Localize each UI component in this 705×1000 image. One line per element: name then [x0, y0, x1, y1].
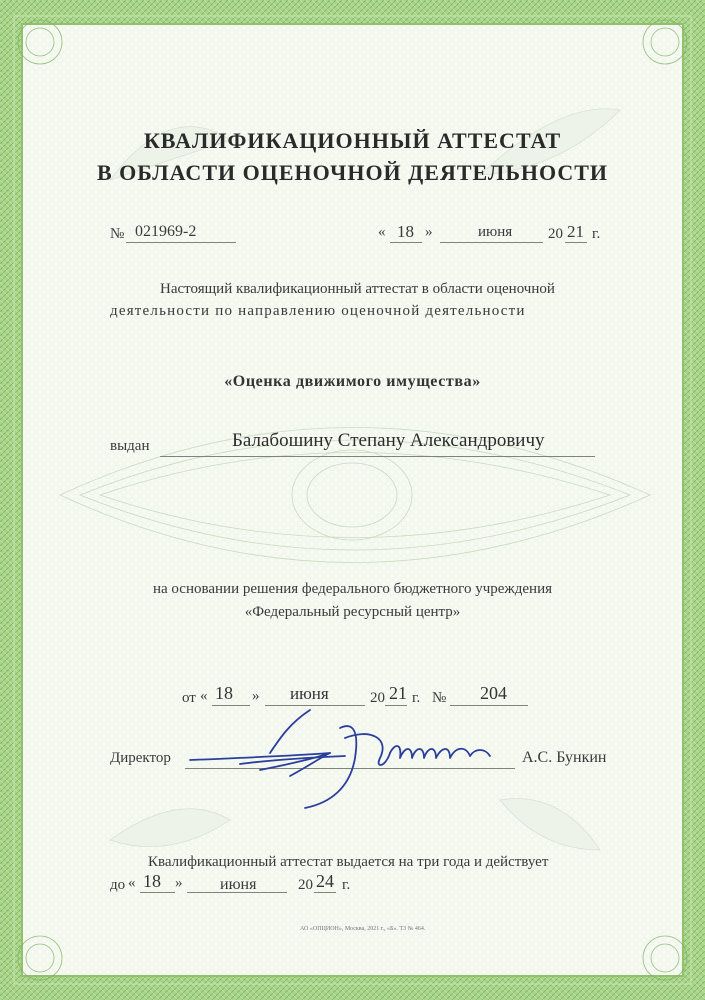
decision-year: 21	[389, 683, 407, 703]
issue-day: 18	[397, 222, 414, 241]
decision-number: 204	[480, 683, 507, 703]
issued-label: выдан	[110, 438, 150, 454]
document-title-line-1: КВАЛИФИКАЦИОННЫЙ АТТЕСТАТ	[143, 128, 562, 153]
number-sign: №	[110, 226, 125, 242]
validity-month: июня	[220, 876, 257, 893]
issue-year: 21	[567, 222, 584, 241]
certificate-number: 021969-2	[135, 223, 197, 240]
assessment-direction: «Оценка движимого имущества»	[224, 373, 481, 390]
decision-day: 18	[215, 683, 233, 703]
signatory-name: А.С. Бункин	[522, 749, 607, 766]
certificate-page: КВАЛИФИКАЦИОННЫЙ АТТЕСТАТ В ОБЛАСТИ ОЦЕНОЧНОЙ ДЕЯТЕЛЬНОСТИ № 021969-2 « 18 » июня 20 21 г. Настоящий квалификационный аттестат в области оценочной деятельности по направлению оценочной деятельности «Оценка движимого имущества» выдан Балабошину Степану Александровичу на основании решения федерального бюджетного учреждения «Федеральный ресурсный центр» от « 18 » июня 20 21 г. № 204 Директор А.С. Бункин Квалификационный аттестат выдается на три года и действует до « 18 » июня 20 24 г. АО «ОПЦИОН», Москва, 2021 г., «Б». Т3 № 464.	[0, 0, 705, 1000]
printer-note: АО «ОПЦИОН», Москва, 2021 г., «Б». Т3 № 464.	[300, 926, 426, 932]
holder-name: Балабошину Степану Александровичу	[232, 430, 545, 451]
basis-line-2: «Федеральный ресурсный центр»	[244, 604, 461, 620]
validity-day: 18	[143, 871, 161, 891]
issue-month: июня	[478, 224, 513, 240]
intro-line-2: деятельности по направлению оценочной деятельности	[110, 303, 526, 319]
decision-month: июня	[290, 684, 329, 703]
signatory-role: Директор	[110, 750, 171, 766]
validity-year: 24	[316, 871, 334, 891]
validity-text: Квалификационный аттестат выдается на три года и действует	[148, 854, 549, 870]
intro-line-1: Настоящий квалификационный аттестат в области оценочной	[160, 281, 555, 297]
document-title-line-2: В ОБЛАСТИ ОЦЕНОЧНОЙ ДЕЯТЕЛЬНОСТИ	[96, 160, 609, 185]
basis-line-1: на основании решения федерального бюджетного учреждения	[152, 581, 553, 597]
handwritten-signature	[180, 698, 520, 813]
